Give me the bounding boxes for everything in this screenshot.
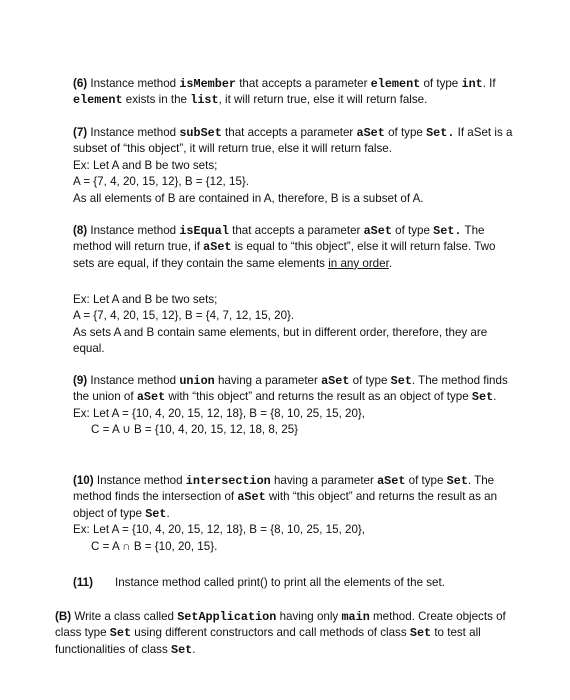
code-list: list — [190, 93, 219, 108]
code-Set: Set. — [433, 224, 462, 238]
item-6-text: (6) Instance method isMember that accepts a parameter element of type int. If element exists in the list, it will return true, else it will return false. — [73, 77, 496, 108]
code-aSet: aSet — [136, 390, 166, 405]
item-9-number: (9) — [73, 374, 88, 387]
item-10-text: (10) Instance method intersection having a parameter aSet of type Set. The method finds the intersection of aSet with “this object” and returns the result as an object of type Set. — [73, 474, 498, 521]
code-subSet: subSet — [179, 126, 222, 140]
item-11 — [73, 575, 513, 591]
item-7-text: (7) Instance method subSet that accepts a parameter aSet of type Set. If aSet is a subset of “this object”, it will return true, else it will return false. — [73, 126, 513, 156]
code-Set: Set — [109, 626, 132, 641]
item-10-example: Ex: Let A = {10, 4, 20, 15, 12, 18}, B = {8, 10, 25, 15, 20}, — [73, 523, 366, 537]
item-8-example-block — [73, 292, 513, 358]
item-9-text: (9) Instance method union having a parameter aSet of type Set. The method finds the union of aSet with “this object” and returns the result as an object of type Set. — [73, 374, 508, 405]
item-7-example: Ex: Let A and B be two sets; — [73, 158, 218, 172]
code-aSet: aSet — [203, 240, 232, 255]
code-Set: Set — [145, 506, 167, 521]
item-11-text: (11) Instance method called print() to print all the elements of the set. — [73, 576, 445, 589]
code-Set: Set — [171, 642, 193, 657]
code-Set: Set — [471, 390, 494, 405]
code-aSet: aSet — [237, 490, 266, 505]
item-7-sets: A = {7, 4, 20, 15, 12}, B = {12, 15}. — [73, 175, 249, 189]
code-isEqual: isEqual — [179, 224, 229, 238]
item-8-number: (8) — [73, 224, 88, 237]
item-8-sets: A = {7, 4, 20, 15, 12}, B = {4, 7, 12, 15, 20}. — [73, 309, 295, 323]
code-union: union — [179, 374, 215, 388]
item-8 — [73, 223, 513, 272]
item-9 — [73, 373, 513, 439]
item-7 — [73, 125, 513, 207]
item-6 — [73, 76, 513, 109]
item-B-number: (B) — [55, 610, 72, 623]
item-9-example: Ex: Let A = {10, 4, 20, 15, 12, 18}, B = {8, 10, 25, 15, 20}, — [73, 406, 366, 420]
item-11-number: (11) — [73, 576, 93, 589]
item-9-result: C = A ∪ B = {10, 4, 20, 15, 12, 18, 8, 25} — [91, 423, 299, 437]
code-intersection: intersection — [185, 474, 271, 488]
code-SetApplication: SetApplication — [177, 610, 277, 624]
item-8-text: (8) Instance method isEqual that accepts a parameter aSet of type Set. The method will return true, if aSet is equal to “this object”, else it will return false. Two sets are equal, if they contain the same elements in any order. — [73, 224, 496, 270]
item-8-example: Ex: Let A and B be two sets; — [73, 293, 218, 306]
code-element: element — [73, 93, 123, 108]
code-element: element — [370, 77, 421, 91]
code-aSet: aSet — [377, 474, 406, 488]
code-Set: Set — [446, 474, 468, 488]
code-main: main — [341, 610, 370, 624]
item-10-result: C = A ∩ B = {10, 20, 15}. — [91, 539, 218, 553]
code-Set: Set — [409, 626, 432, 641]
code-Set: Set. — [426, 126, 455, 140]
code-int: int — [461, 77, 483, 91]
code-aSet: aSet — [356, 126, 385, 140]
item-10 — [73, 473, 513, 555]
item-7-conclusion: As all elements of B are contained in A, therefore, B is a subset of A. — [73, 191, 424, 205]
item-8-conclusion: As sets A and B contain same elements, but in different order, therefore, they are equal. — [73, 325, 488, 356]
item-B — [55, 609, 515, 658]
code-Set: Set — [390, 374, 412, 388]
item-10-number: (10) — [73, 474, 94, 487]
code-aSet: aSet — [363, 224, 392, 238]
item-7-number: (7) — [73, 126, 88, 139]
code-aSet: aSet — [321, 374, 350, 388]
underlined-phrase: in any order — [328, 256, 389, 270]
item-B-text: (B) Write a class called SetApplication having only main method. Create objects of class type Set using different constructors and call methods of class Set to test all functionalities of class Set. — [55, 610, 506, 657]
code-isMember: isMember — [179, 77, 236, 91]
item-6-number: (6) — [73, 77, 88, 90]
